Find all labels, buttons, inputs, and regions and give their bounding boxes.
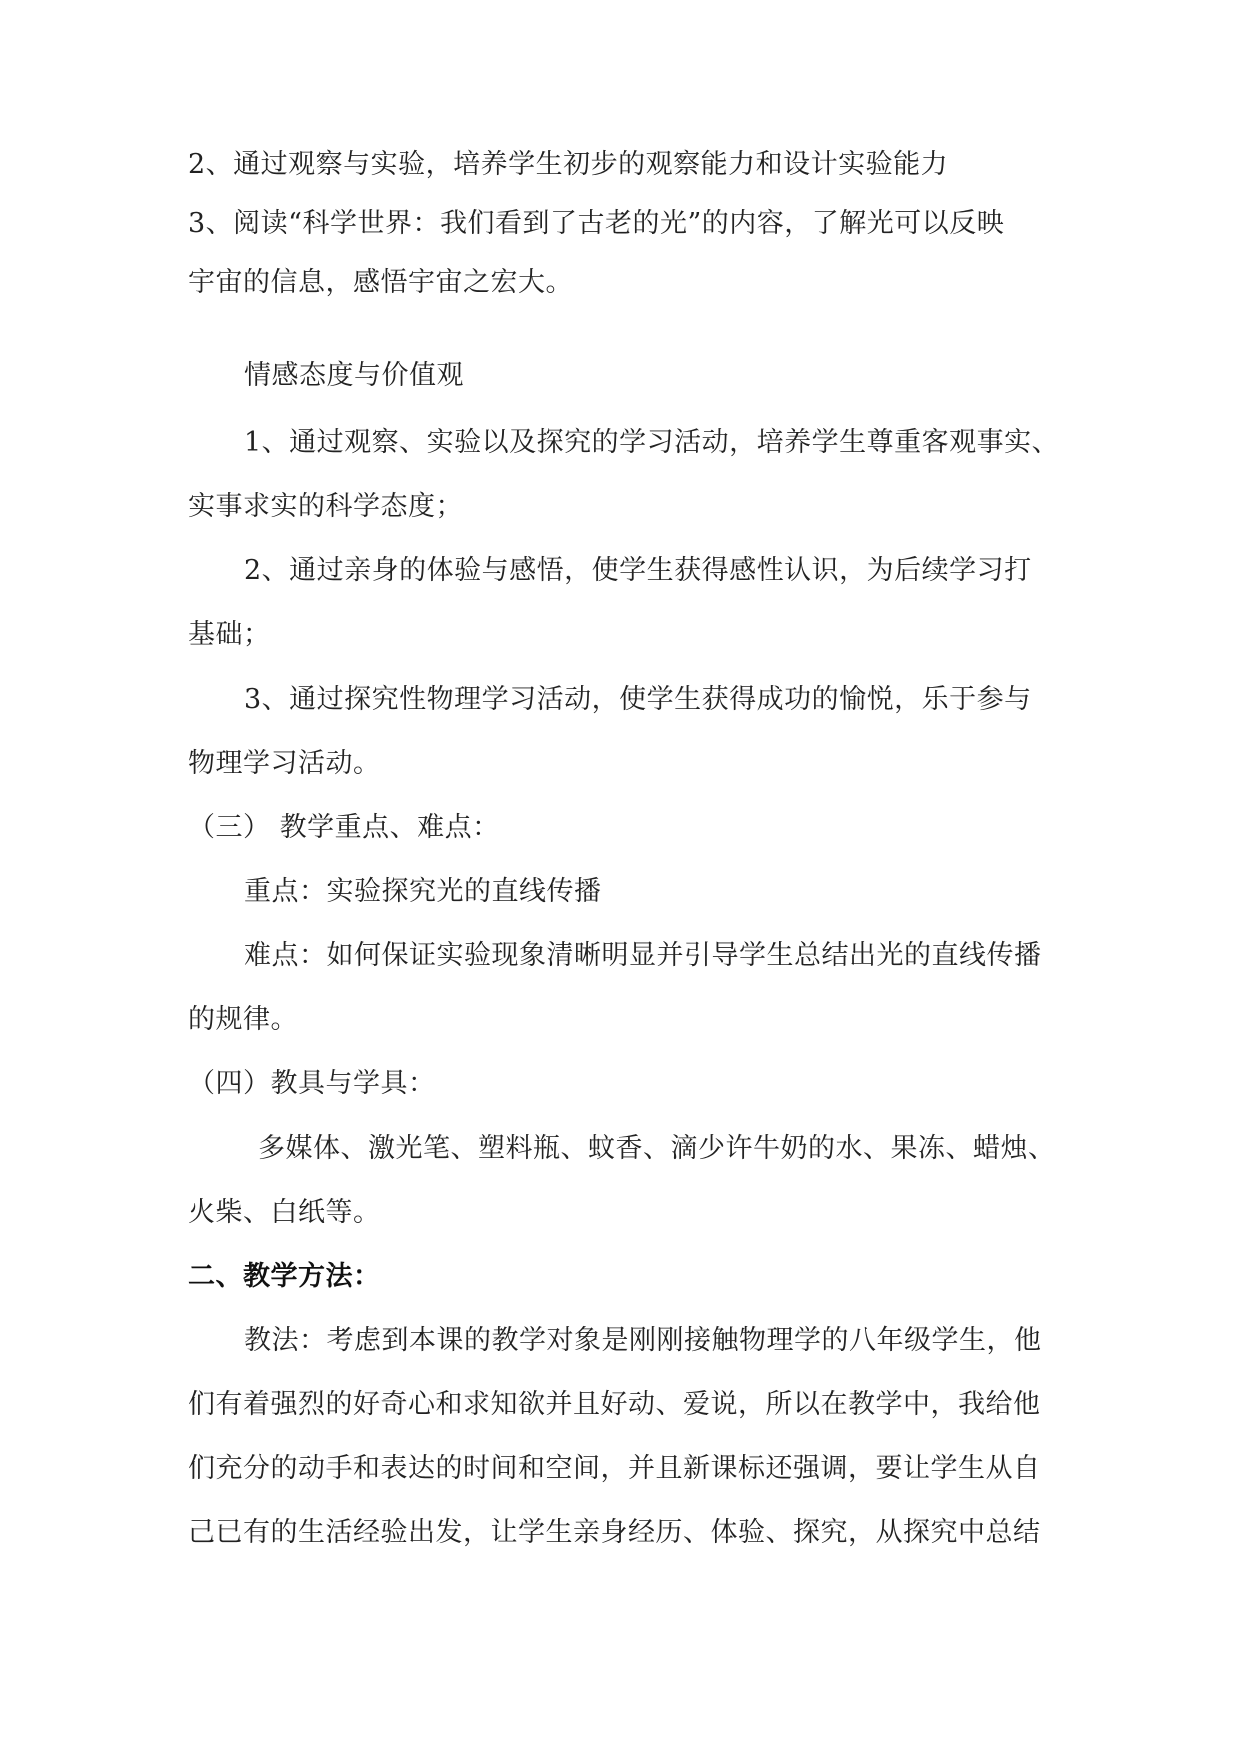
- text-line: 难点：如何保证实验现象清晰明显并引导学生总结出光的直线传播: [244, 940, 1042, 971]
- text-line: 宇宙的信息，感悟宇宙之宏大。: [188, 267, 573, 298]
- text-line: 多媒体、激光笔、塑料瓶、蚊香、滴少许牛奶的水、果冻、蜡烛、: [258, 1133, 1056, 1164]
- text-line: 3、通过探究性物理学习活动，使学生获得成功的愉悦，乐于参与: [244, 684, 1032, 715]
- text-line: 重点：实验探究光的直线传播: [244, 876, 602, 907]
- text-line: 实事求实的科学态度；: [188, 491, 463, 522]
- text-line: 们充分的动手和表达的时间和空间，并且新课标还强调，要让学生从自: [188, 1453, 1041, 1484]
- section-heading: （四）教具与学具：: [188, 1068, 436, 1099]
- text-line: 己已有的生活经验出发，让学生亲身经历、体验、探究，从探究中总结: [188, 1517, 1041, 1548]
- text-line: 们有着强烈的好奇心和求知欲并且好动、爱说，所以在教学中，我给他: [188, 1389, 1041, 1420]
- text-line: 火柴、白纸等。: [188, 1197, 381, 1228]
- text-line: 2、通过观察与实验，培养学生初步的观察能力和设计实验能力: [188, 149, 949, 180]
- text-line: 3、阅读“科学世界：我们看到了古老的光”的内容，了解光可以反映: [188, 208, 1005, 239]
- section-heading: 情感态度与价值观: [244, 360, 464, 391]
- main-heading: 二、教学方法：: [188, 1261, 381, 1292]
- text-line: 2、通过亲身的体验与感悟，使学生获得感性认识，为后续学习打: [244, 555, 1032, 586]
- text-line: 物理学习活动。: [188, 748, 381, 779]
- text-line: 基础；: [188, 619, 271, 650]
- text-line: 教法：考虑到本课的教学对象是刚刚接触物理学的八年级学生，他: [244, 1325, 1042, 1356]
- section-heading: （三） 教学重点、难点：: [188, 812, 500, 843]
- text-line: 的规律。: [188, 1004, 298, 1035]
- text-line: 1、通过观察、实验以及探究的学习活动，培养学生尊重客观事实、: [244, 427, 1060, 458]
